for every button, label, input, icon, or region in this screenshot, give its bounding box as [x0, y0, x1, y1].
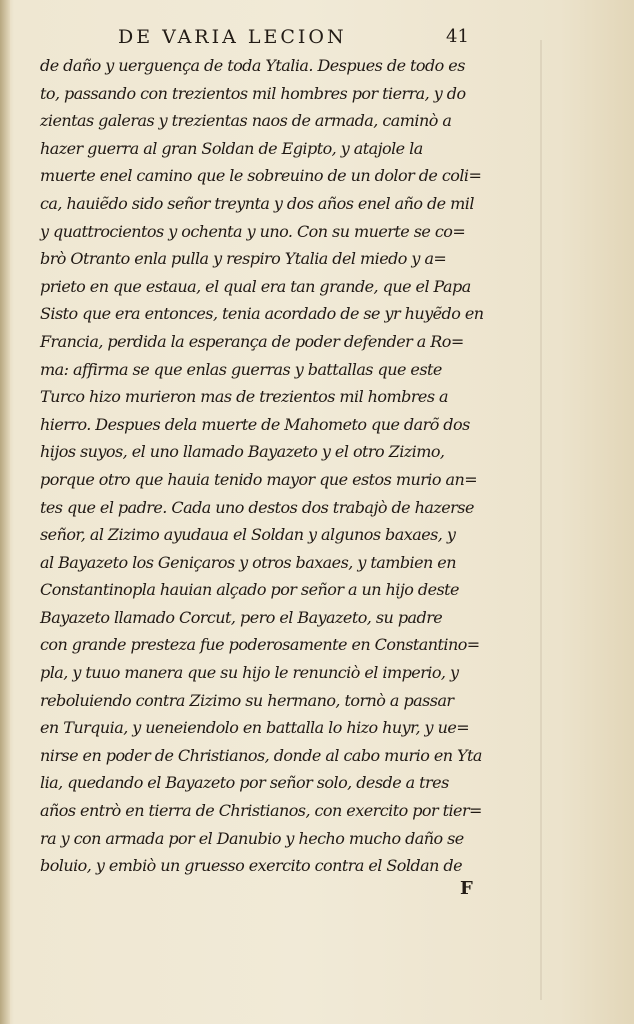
text-line: en Turquia, y ueneiendolo en battalla lo hizo huyr, y ue= [40, 718, 470, 738]
text-line: Turco hizo murieron mas de trezientos mil hombres a [40, 387, 449, 407]
text-line: hierro. Despues dela muerte de Mahometo que darõ dos [40, 414, 470, 434]
page-header [118, 26, 478, 52]
text-line: Bayazeto llamado Corcut, pero el Bayazeto, su padre [40, 607, 443, 627]
text-line: al Bayazeto los Geniçaros y otros baxaes, y tambien en [40, 552, 456, 572]
text-line: Constantinopla hauian alçado por señor a un hijo deste [40, 580, 459, 600]
text-line: pla, y tuuo manera que su hijo le renunciò el imperio, y [40, 663, 459, 683]
text-line: lia, quedando el Bayazeto por señor solo, desde a tres [40, 773, 449, 793]
text-line: to, passando con trezientos mil hombres por tierra, y do [40, 83, 466, 103]
page-edge-shadow [540, 40, 542, 1000]
text-line: ma: affirma se que enlas guerras y battallas que este [40, 359, 442, 379]
signature-mark: F [460, 878, 473, 899]
text-line: nirse en poder de Christianos, donde al cabo murio en Yta [40, 745, 482, 765]
text-line: boluio, y embiò un gruesso exercito contra el Soldan de [40, 856, 463, 876]
running-head: DE VARIA LECION [118, 26, 347, 48]
text-line: y quattrocientos y ochenta y uno. Con su muerte se co= [40, 221, 466, 241]
text-line: hazer guerra al gran Soldan de Egipto, y atajole la [40, 138, 423, 158]
text-line: reboluiendo contra Zizimo su hermano, tornò a passar [40, 690, 454, 710]
text-line: ca, hauiẽdo sido señor treynta y dos años enel año de mil [40, 193, 474, 213]
text-line: años entrò en tierra de Christianos, con exercito por tier= [40, 801, 482, 821]
text-line: brò Otranto enla pulla y respiro Ytalia del miedo y a= [40, 249, 447, 269]
text-line: de daño y uerguença de toda Ytalia. Despues de todo es [40, 56, 465, 75]
text-line: muerte enel camino que le sobreuino de un dolor de coli= [40, 166, 482, 186]
text-line: con grande presteza fue poderosamente en Constantino= [40, 635, 480, 655]
text-line: Francia, perdida la esperança de poder defender a Ro= [40, 331, 464, 351]
text-line: Sisto que era entonces, tenia acordado de se yr huyẽdo en [40, 304, 484, 324]
text-line: ra y con armada por el Danubio y hecho mucho daño se [40, 828, 464, 848]
page-number: 41 [446, 26, 469, 47]
text-line: tes que el padre. Cada uno destos dos trabajò de hazerse [40, 497, 474, 517]
text-line: porque otro que hauia tenido mayor que estos murio an= [40, 469, 478, 489]
text-line: señor, al Zizimo ayudaua el Soldan y algunos baxaes, y [40, 525, 456, 545]
text-line: hijos suyos, el uno llamado Bayazeto y el otro Zizimo, [40, 442, 445, 462]
body-text [40, 52, 532, 880]
book-gutter [0, 0, 10, 1024]
text-line: zientas galeras y trezientas naos de armada, caminò a [40, 111, 452, 131]
text-line: prieto en que estaua, el qual era tan grande, que el Papa [40, 276, 471, 296]
